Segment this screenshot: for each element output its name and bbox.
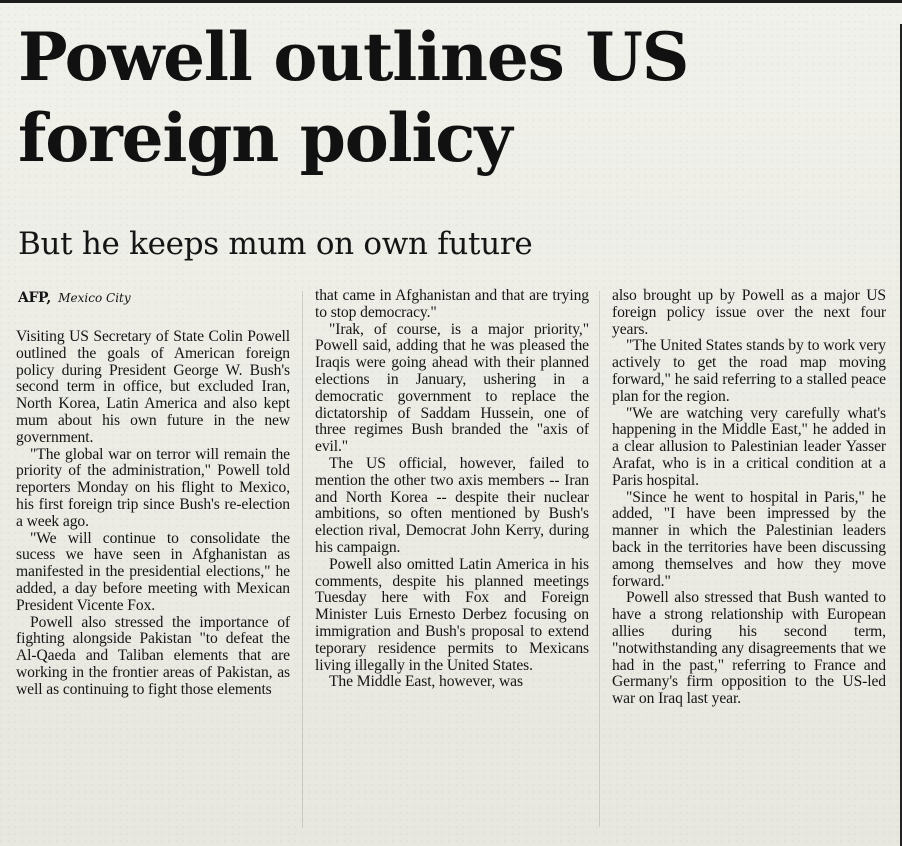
paragraph: "We will continue to consolidate the sucess we have seen in Afghanistan as manifested in the presidential elections," he added, a day before meeting with Mexican President Vicente Fox. (16, 529, 290, 614)
news-agency: AFP, (18, 290, 51, 306)
paragraph: also brought up by Powell as a major US foreign policy issue over the next four years. (612, 287, 886, 338)
subheadline: But he keeps mum on own future (18, 226, 533, 262)
paragraph: Visiting US Secretary of State Colin Powell outlined the goals of American foreign policy during President George W. Bush's second term in office, but excluded Iran, North Korea, Latin America and also kept mum about his own future in the new government. (16, 328, 290, 446)
paragraph: "The global war on terror will remain the priority of the administration," Powell told reporters Monday on his flight to Mexico, his first foreign trip since Bush's re-election a week ago. (16, 445, 290, 530)
top-rule (0, 0, 902, 3)
paragraph: "Since he went to hospital in Paris," he added, "I have been impressed by the manner in which the Palestinian leaders back in the territories have been discussing among themselves and how they move forward." (612, 488, 886, 590)
paragraph: "We are watching very carefully what's happening in the Middle East," he added in a clear allusion to Palestinian leader Yasser Arafat, who is in a critical condition at a Paris hospital. (612, 404, 886, 489)
paragraph: Powell also stressed the importance of fighting alongside Pakistan "to defeat the Al-Qaeda and Taliban elements that are working in the frontier areas of Pakistan, as well as continuing to fight those elements (16, 613, 290, 698)
paragraph: The US official, however, failed to mention the other two axis members -- Iran and North Korea -- despite their nuclear ambitions, so often mentioned by Bush's election rival, Democrat John Kerry, during his campaign. (315, 454, 589, 556)
column-gutter (302, 291, 303, 827)
column-gutter (599, 291, 600, 827)
paragraph: Powell also omitted Latin America in his comments, despite his planned meetings Tuesday here with Fox and Foreign Minister Luis Ernesto Derbez focusing on immigration and Bush's proposal to extend teporary residence permits to Mexicans living illegally in the United States. (315, 555, 589, 674)
article-column-2 (315, 288, 589, 691)
paragraph: "Irak, of course, is a major priority," Powell said, adding that he was pleased the Iraqis were going ahead with their planned elections in January, ushering in a democratic government to replace the dictatorship of Saddam Hussein, one of three regimes Bush branded the "axis of evil." (315, 320, 589, 456)
byline (18, 289, 131, 307)
paragraph: "The United States stands by to work very actively to get the road map moving forward," he said referring to a stalled peace plan for the region. (612, 337, 886, 405)
article-column-3 (612, 288, 886, 708)
paragraph: The Middle East, however, was (329, 673, 523, 691)
headline: Powell outlines US foreign policy (18, 18, 689, 177)
dateline: Mexico City (58, 291, 131, 305)
article-column-1 (16, 329, 290, 699)
paragraph: that came in Afghanistan and that are trying to stop democracy." (315, 287, 589, 321)
paragraph: Powell also stressed that Bush wanted to have a strong relationship with European allies during his second term, "notwithstanding any disagreements that we had in the past," referring to France and Germany's firm opposition to the US-led war on Iraq last year. (612, 589, 886, 708)
